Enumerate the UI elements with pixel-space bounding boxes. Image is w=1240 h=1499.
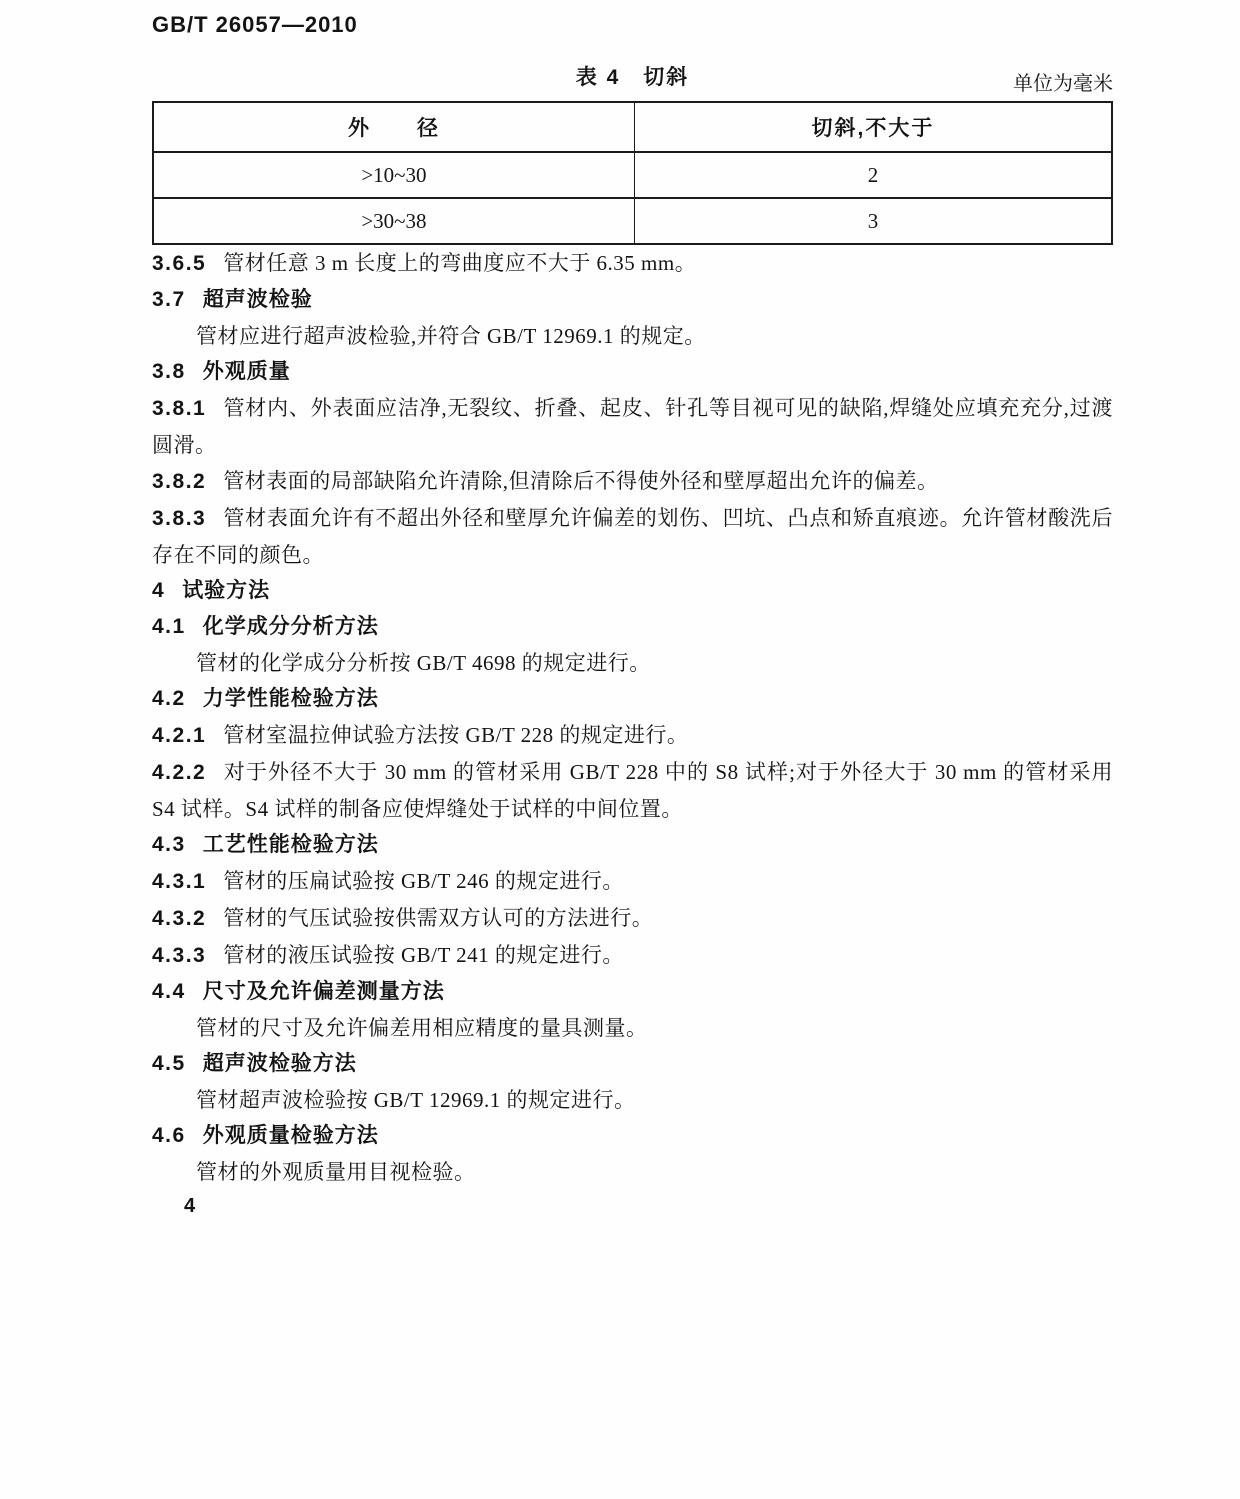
doc-code-header: GB/T 26057—2010 <box>152 12 358 37</box>
clause-4-2-1 <box>152 717 1113 754</box>
clause-4-2-2 <box>152 754 1113 827</box>
table-cell-cut-skew-value: 2 <box>634 152 1112 198</box>
page-number: 4 <box>184 1195 196 1217</box>
heading-text: 外观质量 <box>202 360 291 383</box>
clause-number: 3.8.3 <box>152 507 207 530</box>
paragraph: 管材的尺寸及允许偏差用相应精度的量具测量。 <box>196 1016 648 1040</box>
heading-text: 尺寸及允许偏差测量方法 <box>202 980 445 1003</box>
heading-4-1 <box>152 609 1113 645</box>
clause-number: 4.2.1 <box>152 724 207 747</box>
table-header-row <box>153 102 1112 152</box>
clause-number: 4.2.2 <box>152 761 207 784</box>
heading-4-2 <box>152 681 1113 717</box>
clause-number: 4.3.3 <box>152 944 207 967</box>
clause-3-6-5 <box>152 245 1113 282</box>
clause-3-8-2 <box>152 463 1113 500</box>
clause-4-3-1 <box>152 863 1113 900</box>
heading-chapter-4 <box>152 573 1113 609</box>
heading-4-5 <box>152 1046 1113 1082</box>
table-unit-note: 单位为毫米 <box>1013 73 1113 95</box>
clause-4-3-3 <box>152 937 1113 974</box>
table-row <box>153 198 1112 244</box>
table-cell-cut-skew-value: 3 <box>634 198 1112 244</box>
heading-number: 4.2 <box>152 687 186 710</box>
table-col-outer-diameter: 外 径 <box>153 102 634 152</box>
heading-text: 试验方法 <box>182 579 271 602</box>
clause-text: 管材的气压试验按供需双方认可的方法进行。 <box>223 906 654 930</box>
clause-text: 管材的液压试验按 GB/T 241 的规定进行。 <box>223 943 624 967</box>
heading-3-7 <box>152 282 1113 318</box>
table-4-cut-skew <box>152 101 1113 245</box>
heading-number: 4 <box>152 579 166 602</box>
heading-number: 4.4 <box>152 980 186 1003</box>
clause-number: 3.8.1 <box>152 397 207 420</box>
clause-number: 4.3.2 <box>152 907 207 930</box>
clause-number: 3.8.2 <box>152 470 207 493</box>
table-cell-diameter-range: >30~38 <box>153 198 634 244</box>
clause-text: 对于外径不大于 30 mm 的管材采用 GB/T 228 中的 S8 试样;对于外径大于 30 mm 的管材采用 S4 试样。S4 试样的制备应使焊缝处于试样的中间位置。 <box>152 760 1113 821</box>
clause-text: 管材室温拉伸试验方法按 GB/T 228 的规定进行。 <box>223 723 689 747</box>
clause-3-8-1 <box>152 390 1113 463</box>
paragraph: 管材的化学成分分析按 GB/T 4698 的规定进行。 <box>196 651 651 675</box>
paragraph: 管材的外观质量用目视检验。 <box>196 1160 476 1184</box>
paragraph: 管材应进行超声波检验,并符合 GB/T 12969.1 的规定。 <box>196 324 706 348</box>
document-body <box>152 245 1113 1190</box>
heading-number: 4.5 <box>152 1052 186 1075</box>
heading-4-3 <box>152 827 1113 863</box>
heading-text: 外观质量检验方法 <box>202 1124 379 1147</box>
heading-text: 超声波检验方法 <box>202 1052 357 1075</box>
heading-text: 力学性能检验方法 <box>202 687 379 710</box>
clause-text: 管材任意 3 m 长度上的弯曲度应不大于 6.35 mm。 <box>223 251 697 275</box>
heading-3-8 <box>152 354 1113 390</box>
table-row <box>153 152 1112 198</box>
heading-4-6 <box>152 1118 1113 1154</box>
table-col-cut-skew: 切斜,不大于 <box>634 102 1112 152</box>
clause-text: 管材表面允许有不超出外径和壁厚允许偏差的划伤、凹坑、凸点和矫直痕迹。允许管材酸洗后存在不同的颜色。 <box>152 506 1113 567</box>
clause-3-8-3 <box>152 500 1113 573</box>
clause-number: 3.6.5 <box>152 252 207 275</box>
clause-number: 4.3.1 <box>152 870 207 893</box>
paragraph: 管材超声波检验按 GB/T 12969.1 的规定进行。 <box>196 1088 636 1112</box>
heading-number: 3.8 <box>152 360 186 383</box>
heading-number: 4.6 <box>152 1124 186 1147</box>
table-cell-diameter-range: >10~30 <box>153 152 634 198</box>
heading-text: 工艺性能检验方法 <box>202 833 379 856</box>
heading-text: 化学成分分析方法 <box>202 615 379 638</box>
clause-text: 管材的压扁试验按 GB/T 246 的规定进行。 <box>223 869 624 893</box>
heading-number: 3.7 <box>152 288 186 311</box>
clause-text: 管材内、外表面应洁净,无裂纹、折叠、起皮、针孔等目视可见的缺陷,焊缝处应填充充分,过渡圆滑。 <box>152 396 1113 457</box>
clause-text: 管材表面的局部缺陷允许清除,但清除后不得使外径和壁厚超出允许的偏差。 <box>223 469 939 493</box>
clause-4-3-2 <box>152 900 1113 937</box>
heading-text: 超声波检验 <box>202 288 313 311</box>
heading-number: 4.3 <box>152 833 186 856</box>
table-caption: 表 4 切斜 <box>575 66 690 89</box>
heading-number: 4.1 <box>152 615 186 638</box>
heading-4-4 <box>152 974 1113 1010</box>
table-caption-row <box>152 64 1113 95</box>
